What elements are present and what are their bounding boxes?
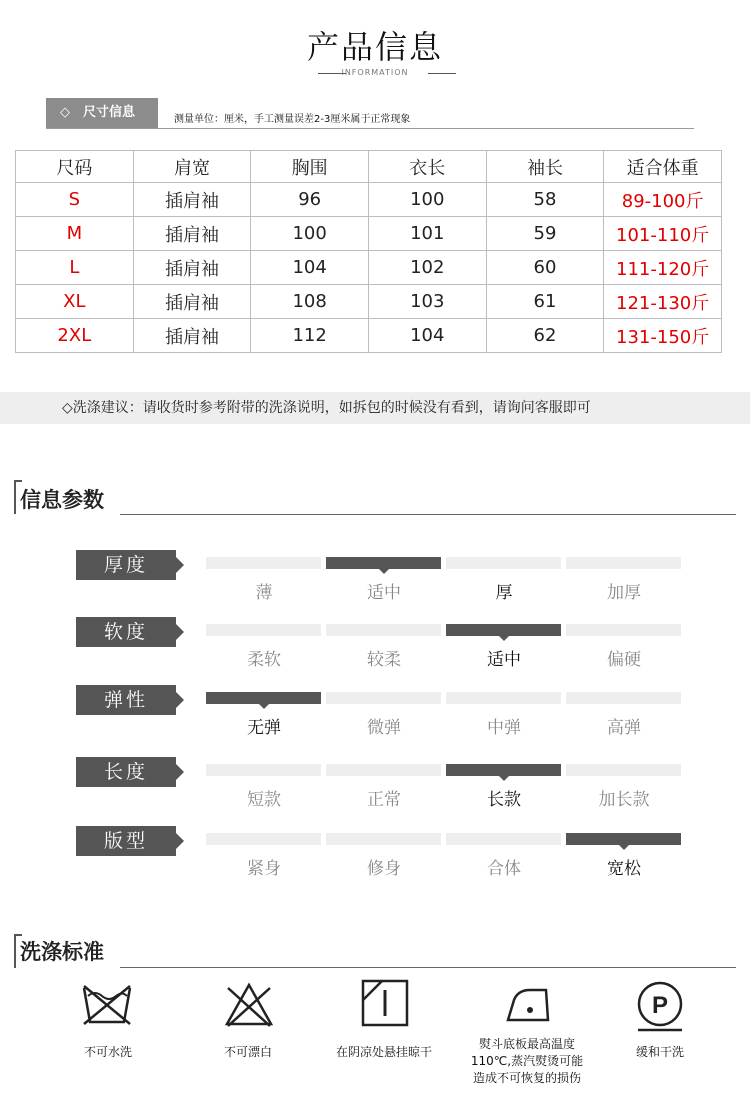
param-selected-marker-icon xyxy=(619,845,629,850)
title-rule-right xyxy=(428,73,456,74)
page-subtitle: INFORMATION xyxy=(341,68,409,77)
weight-range: 111-120斤 xyxy=(604,251,722,285)
size-table-row xyxy=(16,251,722,285)
size-table-row xyxy=(16,183,722,217)
size-cell: 插肩袖 xyxy=(133,285,251,319)
param-scale-segment xyxy=(446,692,561,704)
param-option: 修身 xyxy=(367,859,401,879)
page-title: 产品信息 xyxy=(306,28,443,66)
param-scale-segment xyxy=(566,764,681,776)
size-table-header-cell: 适合体重 xyxy=(604,151,722,183)
size-table xyxy=(15,150,722,353)
weight-range: 121-130斤 xyxy=(604,285,722,319)
size-cell: 101 xyxy=(368,217,486,251)
care-label: 不可水洗 xyxy=(83,1045,132,1059)
param-scale-segment xyxy=(566,833,681,845)
param-option: 合体 xyxy=(487,859,521,879)
size-table-header-cell: 肩宽 xyxy=(133,151,251,183)
svg-text:P: P xyxy=(651,992,669,1019)
param-option: 较柔 xyxy=(367,650,401,670)
care-label: 不可漂白 xyxy=(223,1045,272,1059)
param-selected-marker-icon xyxy=(379,569,389,574)
param-option: 正常 xyxy=(367,790,401,810)
size-label: L xyxy=(16,251,134,285)
param-scale-segment xyxy=(446,764,561,776)
no-washing-icon xyxy=(80,982,134,1028)
care-label: 熨斗底板最高温度110℃,蒸汽熨烫可能造成不可恢复的损伤 xyxy=(470,1037,584,1085)
param-arrow-icon xyxy=(176,624,184,640)
param-label: 版型 xyxy=(76,826,176,856)
param-scale-segment xyxy=(326,833,441,845)
size-cell: 100 xyxy=(251,217,369,251)
size-cell: 104 xyxy=(251,251,369,285)
weight-range: 131-150斤 xyxy=(604,319,722,353)
param-selected-marker-icon xyxy=(259,704,269,709)
param-option: 短款 xyxy=(247,790,281,810)
param-option: 加厚 xyxy=(607,583,641,603)
iron-max-110-icon xyxy=(500,982,556,1028)
size-measure-note: 测量单位：厘米，手工测量误差2-3厘米属于正常现象 xyxy=(174,114,411,125)
param-arrow-icon xyxy=(176,833,184,849)
size-label: M xyxy=(16,217,134,251)
param-option: 微弹 xyxy=(367,718,401,738)
size-cell: 60 xyxy=(486,251,604,285)
size-table-header-cell: 尺码 xyxy=(16,151,134,183)
param-label: 长度 xyxy=(76,757,176,787)
size-info-tab: ◇ 尺寸信息 xyxy=(46,98,158,128)
size-divider xyxy=(46,128,694,129)
param-option: 适中 xyxy=(367,583,401,603)
size-table-header-cell: 袖长 xyxy=(486,151,604,183)
size-cell: 61 xyxy=(486,285,604,319)
line-dry-shade-icon xyxy=(360,978,410,1028)
param-label: 弹性 xyxy=(76,685,176,715)
size-table-header-cell: 胸围 xyxy=(251,151,369,183)
size-table-header-row xyxy=(16,151,722,183)
size-cell: 插肩袖 xyxy=(133,319,251,353)
size-table-row xyxy=(16,285,722,319)
no-bleach-icon xyxy=(222,982,276,1028)
param-option: 紧身 xyxy=(247,859,281,879)
size-cell: 104 xyxy=(368,319,486,353)
size-label: XL xyxy=(16,285,134,319)
param-option: 偏硬 xyxy=(607,650,641,670)
param-arrow-icon xyxy=(176,557,184,573)
size-cell: 58 xyxy=(486,183,604,217)
size-table-row xyxy=(16,217,722,251)
care-label: 在阴凉处悬挂晾干 xyxy=(335,1045,432,1059)
param-scale-segment xyxy=(566,624,681,636)
param-option: 宽松 xyxy=(607,859,641,879)
size-cell: 108 xyxy=(251,285,369,319)
param-option: 长款 xyxy=(487,790,521,810)
param-option: 薄 xyxy=(255,583,273,603)
param-scale-segment xyxy=(326,624,441,636)
param-option: 无弹 xyxy=(247,718,281,738)
weight-range: 89-100斤 xyxy=(604,183,722,217)
info-params-rule xyxy=(120,514,736,515)
param-scale-segment xyxy=(566,692,681,704)
size-table-header-cell: 衣长 xyxy=(368,151,486,183)
param-option: 适中 xyxy=(487,650,521,670)
size-cell: 59 xyxy=(486,217,604,251)
param-option: 高弹 xyxy=(607,718,641,738)
param-scale-segment xyxy=(326,557,441,569)
size-cell: 102 xyxy=(368,251,486,285)
param-scale-segment xyxy=(326,764,441,776)
size-label: 2XL xyxy=(16,319,134,353)
size-cell: 100 xyxy=(368,183,486,217)
info-params-heading: 信息参数 xyxy=(20,488,104,512)
param-scale-segment xyxy=(566,557,681,569)
size-table-row xyxy=(16,319,722,353)
param-scale-segment xyxy=(206,624,321,636)
param-scale-segment xyxy=(206,764,321,776)
param-arrow-icon xyxy=(176,692,184,708)
param-selected-marker-icon xyxy=(499,776,509,781)
param-label: 厚度 xyxy=(76,550,176,580)
care-label: 缓和干洗 xyxy=(635,1045,684,1059)
wash-advice-bar: ◇洗涤建议：请收货时参考附带的洗涤说明，如拆包的时候没有看到，请询问客服即可 xyxy=(0,392,750,424)
param-arrow-icon xyxy=(176,764,184,780)
param-label: 软度 xyxy=(76,617,176,647)
size-cell: 插肩袖 xyxy=(133,217,251,251)
param-scale-segment xyxy=(206,692,321,704)
param-scale-segment xyxy=(446,557,561,569)
param-option: 厚 xyxy=(495,583,513,603)
param-option: 柔软 xyxy=(247,650,281,670)
size-cell: 103 xyxy=(368,285,486,319)
size-cell: 插肩袖 xyxy=(133,251,251,285)
size-label: S xyxy=(16,183,134,217)
param-scale-segment xyxy=(446,624,561,636)
size-cell: 62 xyxy=(486,319,604,353)
param-option: 加长款 xyxy=(598,790,650,810)
care-heading: 洗涤标准 xyxy=(20,940,104,964)
gentle-dry-clean-icon xyxy=(632,980,688,1032)
param-scale-segment xyxy=(326,692,441,704)
size-cell: 96 xyxy=(251,183,369,217)
size-cell: 插肩袖 xyxy=(133,183,251,217)
param-scale-segment xyxy=(206,833,321,845)
param-option: 中弹 xyxy=(487,718,521,738)
care-rule xyxy=(120,967,736,968)
weight-range: 101-110斤 xyxy=(604,217,722,251)
param-scale-segment xyxy=(446,833,561,845)
param-scale-segment xyxy=(206,557,321,569)
size-cell: 112 xyxy=(251,319,369,353)
param-selected-marker-icon xyxy=(499,636,509,641)
